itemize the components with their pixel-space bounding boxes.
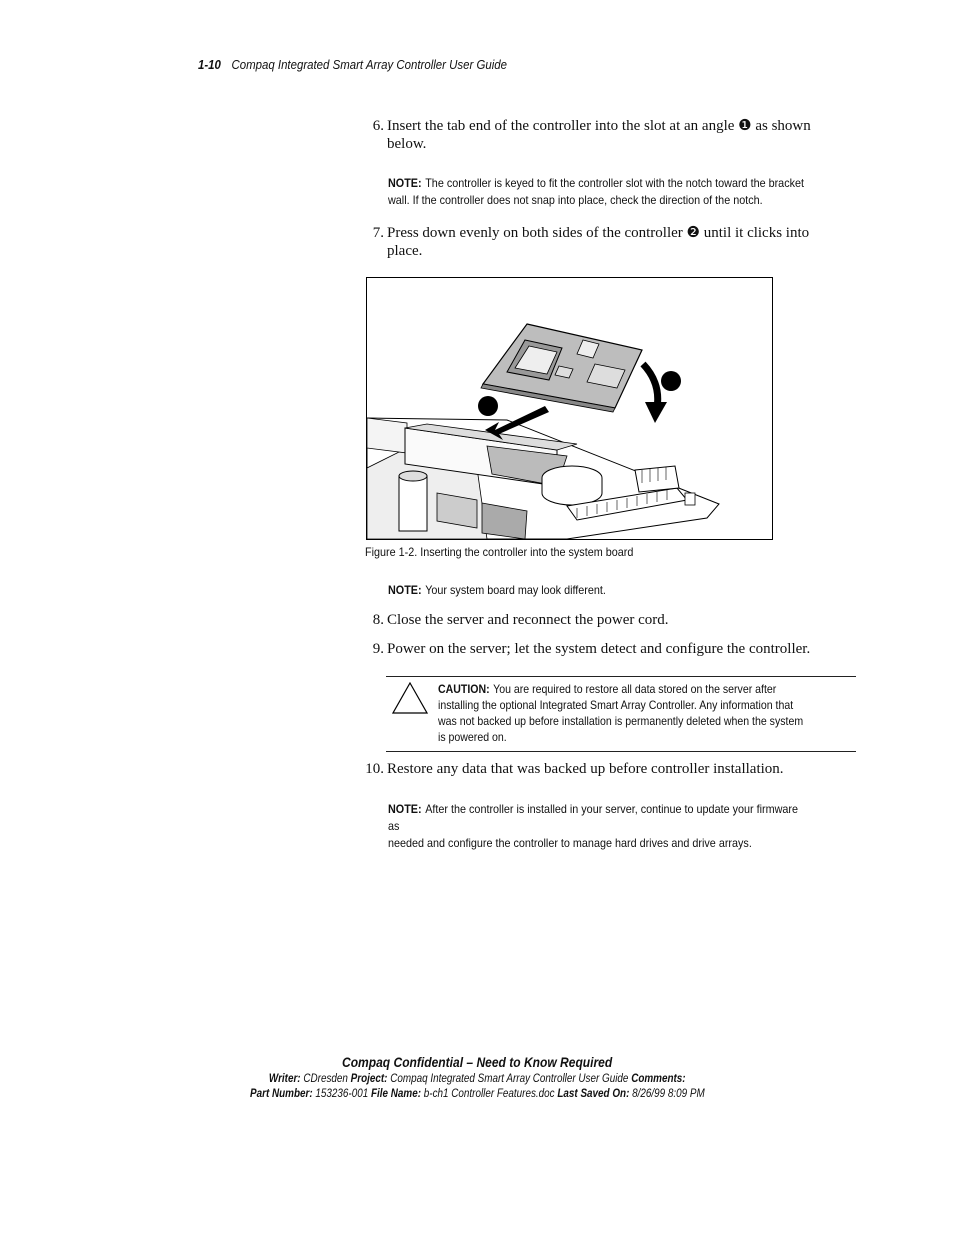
footer-writer-line [0,1073,954,1085]
file-name-value: b-ch1 Controller Features.doc [423,1088,555,1100]
comments-label: Comments: [630,1073,686,1085]
part-number-label: Part Number: [249,1088,313,1100]
note-text: needed and configure the controller to manage hard drives and drive arrays. [388,836,752,850]
step-number: 8. [372,612,384,628]
last-saved-label: Last Saved On: [557,1088,630,1100]
step-10 [364,760,834,778]
running-header [198,57,507,72]
step-text-line: Power on the server; let the system detect and configure the controller. [387,641,811,657]
project-value: Compaq Integrated Smart Array Controller User Guide [389,1073,629,1085]
caution-text [438,681,843,745]
guide-title: Compaq Integrated Smart Array Controller User Guide [231,57,507,72]
step-6 [364,117,834,153]
step-text-line: Restore any data that was backed up before controller installation. [387,761,784,777]
footer-confidential [0,1054,954,1070]
note-label: NOTE: [388,176,422,190]
step-number: 9. [372,641,384,657]
step-number: 7. [372,225,384,241]
note-label: NOTE: [388,583,422,597]
caution-line: You are required to restore all data stored on the server after [493,682,777,696]
project-label: Project: [350,1073,388,1085]
controller-insertion-figure [366,277,773,540]
step-number: 6. [372,118,384,134]
warning-triangle-icon [392,682,428,714]
step-number: 10. [365,761,384,777]
step-8 [364,611,834,629]
caution-line: was not backed up before installation is permanently deleted when the system [438,714,804,728]
step-text-line: Insert the tab end of the controller into the slot at an angle ❶ as shown [387,118,811,134]
note-label: NOTE: [388,802,422,816]
page-number: 1-10 [198,57,221,72]
caution-line: is powered on. [438,730,507,744]
caution-label: CAUTION: [438,682,490,696]
step-text-line: place. [387,243,423,259]
note-text: The controller is keyed to fit the controller slot with the notch toward the bracket [425,176,804,190]
file-name-label: File Name: [370,1088,421,1100]
figure-caption: Figure 1-2. Inserting the controller into the system board [365,545,634,559]
note-firmware [388,801,811,852]
note-board [388,582,811,599]
confidential-notice: Compaq Confidential – Need to Know Required [341,1054,613,1070]
note-text: After the controller is installed in your server, continue to update your firmware as [388,802,798,833]
footer-file-line [0,1088,954,1100]
step-9 [364,640,834,658]
step-7 [364,224,834,260]
callout-2-marker [661,371,681,391]
writer-label: Writer: [268,1073,301,1085]
note-text: wall. If the controller does not snap into place, check the direction of the notch. [388,193,763,207]
caution-top-rule [386,676,856,677]
last-saved-value: 8/26/99 8:09 PM [631,1088,705,1100]
note-text: Your system board may look different. [425,583,606,597]
caution-line: installing the optional Integrated Smart Array Controller. Any information that [438,698,794,712]
caution-bottom-rule [386,751,856,752]
writer-value: CDresden [303,1073,348,1085]
part-number-value: 153236-001 [315,1088,368,1100]
step-text-line: below. [387,136,427,152]
callout-1-marker [478,396,498,416]
step-text-line: Close the server and reconnect the power cord. [387,612,669,628]
step-text-line: Press down evenly on both sides of the controller ❷ until it clicks into [387,225,810,241]
note-keyed [388,175,811,209]
controller-insertion-illustration [367,278,772,539]
